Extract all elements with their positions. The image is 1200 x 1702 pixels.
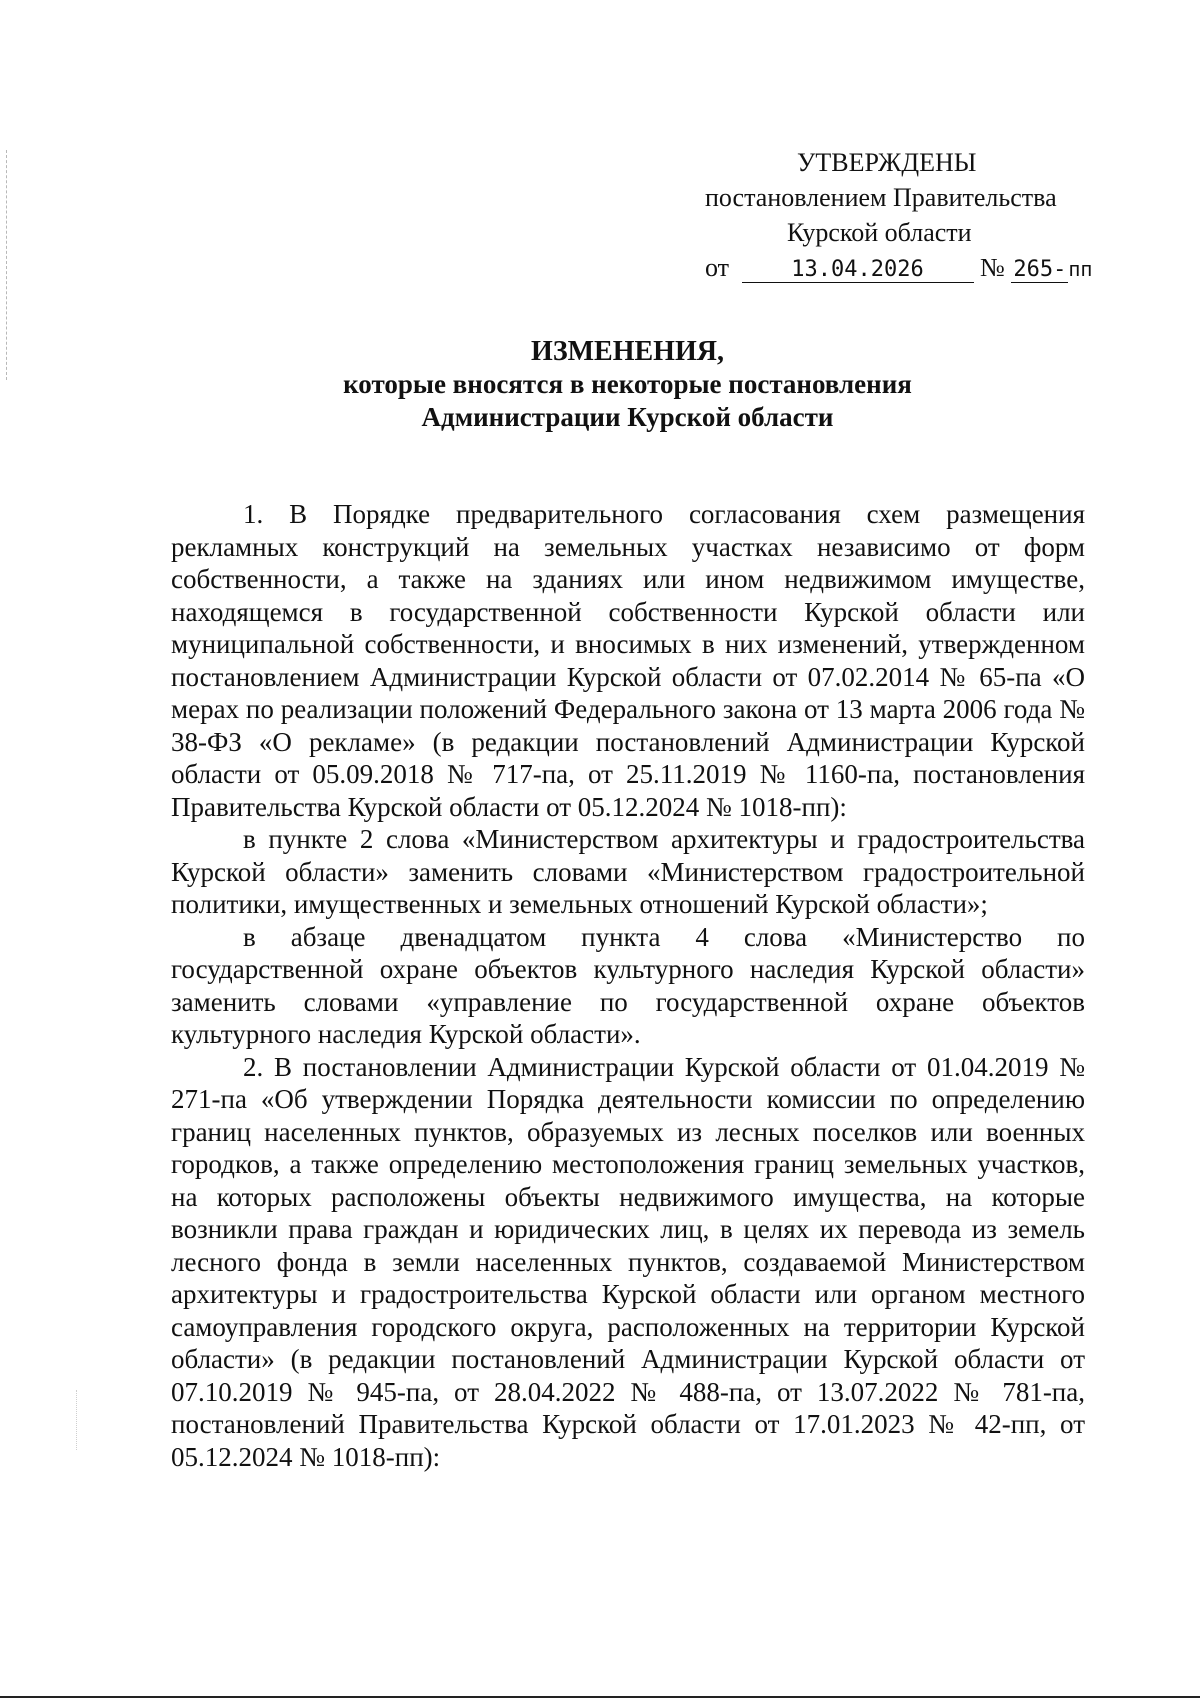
scan-edge-mark: [6, 150, 8, 380]
approval-title: УТВЕРЖДЕНЫ: [797, 148, 977, 177]
paragraph-subitem-point-2: в пункте 2 слова «Министерством архитектуры и градостроительства Курской области» заменить словами «Министерством градостроительной политики, имущественных и земельных отношений Курской области»;: [171, 824, 1085, 919]
from-label: от: [705, 253, 730, 282]
heading-subtitle-line1: которые вносятся в некоторые постановления: [343, 369, 912, 399]
scan-bottom-edge: [0, 1696, 1200, 1698]
approval-block: [690, 145, 1110, 287]
approval-line-region: Курской области: [787, 218, 972, 247]
approval-date: 13.04.2026: [742, 258, 974, 283]
number-label: №: [980, 253, 1005, 282]
scan-artifact: [76, 1390, 78, 1450]
document-body: [171, 498, 1085, 1473]
approval-date-number-line: [690, 250, 1110, 287]
approval-line-resolution: постановлением Правительства: [705, 183, 1057, 212]
heading-subtitle-line2: Администрации Курской области: [421, 402, 834, 432]
approval-number-suffix: пп: [1068, 257, 1093, 281]
approval-number: 265-: [1013, 257, 1067, 282]
heading-title: ИЗМЕНЕНИЯ,: [531, 336, 724, 367]
document-heading: [170, 335, 1085, 434]
paragraph-subitem-point-4: в абзаце двенадцатом пункта 4 слова «Министерство по государственной охране объектов культурного наследия Курской области» заменить словами «управление по государственной охране объектов культурного наследия Курской области».: [171, 921, 1085, 1049]
paragraph-item-1: 1. В Порядке предварительного согласования схем размещения рекламных конструкций на земельных участках независимо от форм собственности, а также на зданиях или ином недвижимом имуществе, находящемся в государственной собственности Курской области или муниципальной собственности, и вносимых в них изменений, утвержденном постановлением Администрации Курской области от 07.02.2014 № 65-па «О мерах по реализации положений Федерального закона от 13 марта 2006 года № 38-ФЗ «О рекламе» (в редакции постановлений Администрации Курской области от 05.09.2018 № 717-па, от 25.11.2019 № 1160-па, постановления Правительства Курской области от 05.12.2024 № 1018-пп):: [171, 499, 1085, 822]
paragraph-item-2: 2. В постановлении Администрации Курской области от 01.04.2019 № 271-па «Об утверждении Порядка деятельности комиссии по определению границ населенных пунктов, образуемых из лесных поселков или военных городков, а также определению местоположения границ земельных участков, на которых расположены объекты недвижимого имущества, на которые возникли права граждан и юридических лиц, в целях их перевода из земель лесного фонда в земли населенных пунктов, создаваемой Министерством архитектуры и градостроительства Курской области или органом местного самоуправления городского округа, расположенных на территории Курской области» (в редакции постановлений Администрации Курской области от 07.10.2019 № 945-па, от 28.04.2022 № 488-па, от 13.07.2022 № 781-па, постановлений Правительства Курской области от 17.01.2023 № 42-пп, от 05.12.2024 № 1018-пп):: [171, 1051, 1085, 1472]
